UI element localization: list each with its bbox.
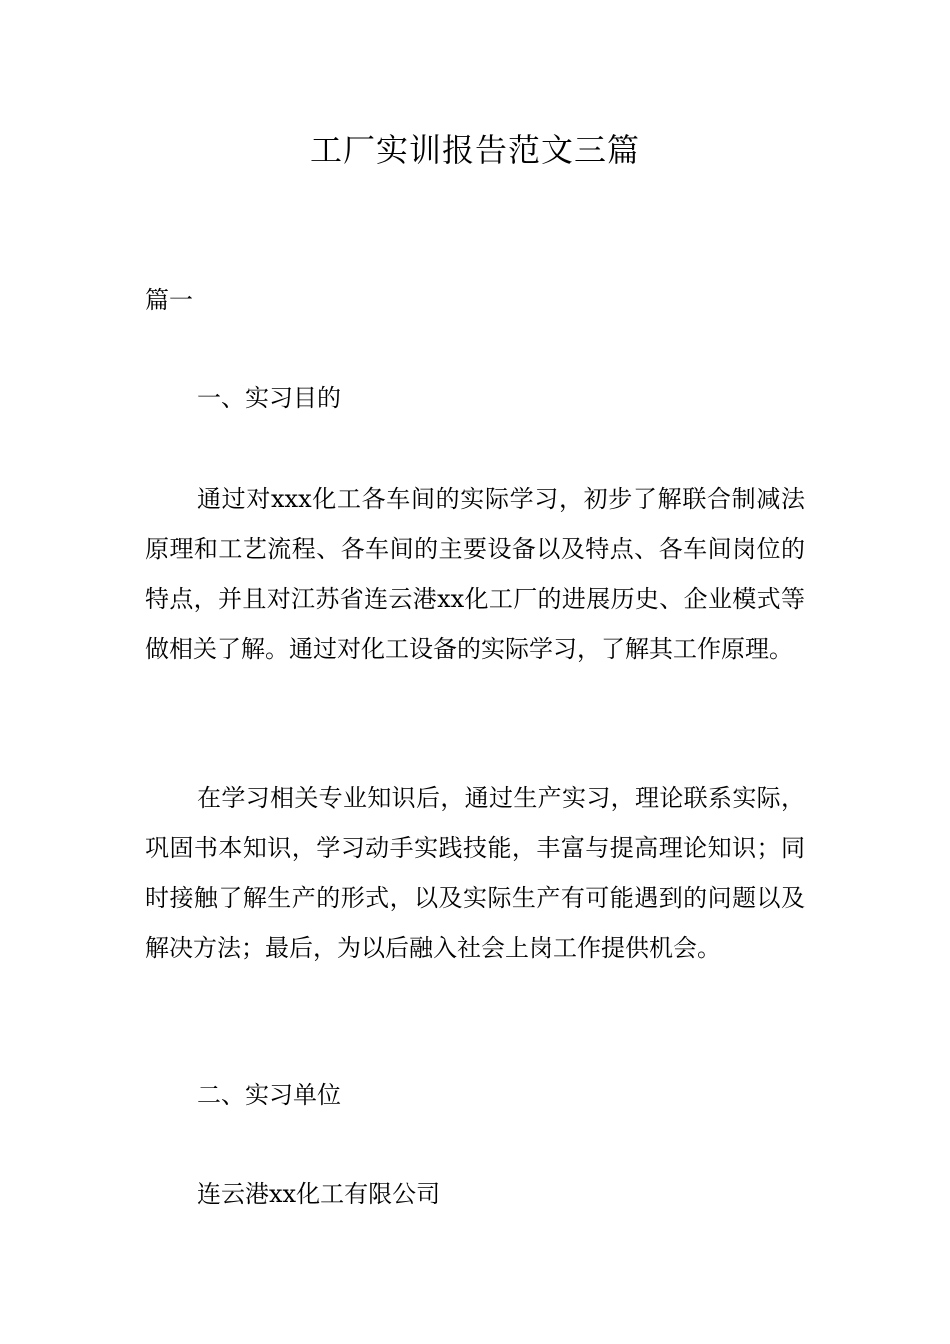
part-label: 篇一 xyxy=(145,286,193,314)
section1-paragraph1: 通过对xxx化工各车间的实际学习，初步了解联合制减法原理和工艺流程、各车间的主要设备以及特点、各车间岗位的特点，并且对江苏省连云港xx化工厂的进展历史、企业模式等做相关了解。通过对化工设备的实际学习，了解其工作原理。 xyxy=(145,485,805,663)
section1-paragraph2: 在学习相关专业知识后，通过生产实习，理论联系实际，巩固书本知识，学习动手实践技能，丰富与提高理论知识；同时接触了解生产的形式，以及实际生产有可能遇到的问题以及解决方法；最后，为以后融入社会上岗工作提供机会。 xyxy=(145,784,805,962)
section2-text: 连云港xx化工有限公司 xyxy=(197,1180,441,1208)
section2-heading: 二、实习单位 xyxy=(197,1081,341,1109)
document-title: 工厂实训报告范文三篇 xyxy=(309,131,640,169)
section1-heading: 一、实习目的 xyxy=(197,384,341,412)
